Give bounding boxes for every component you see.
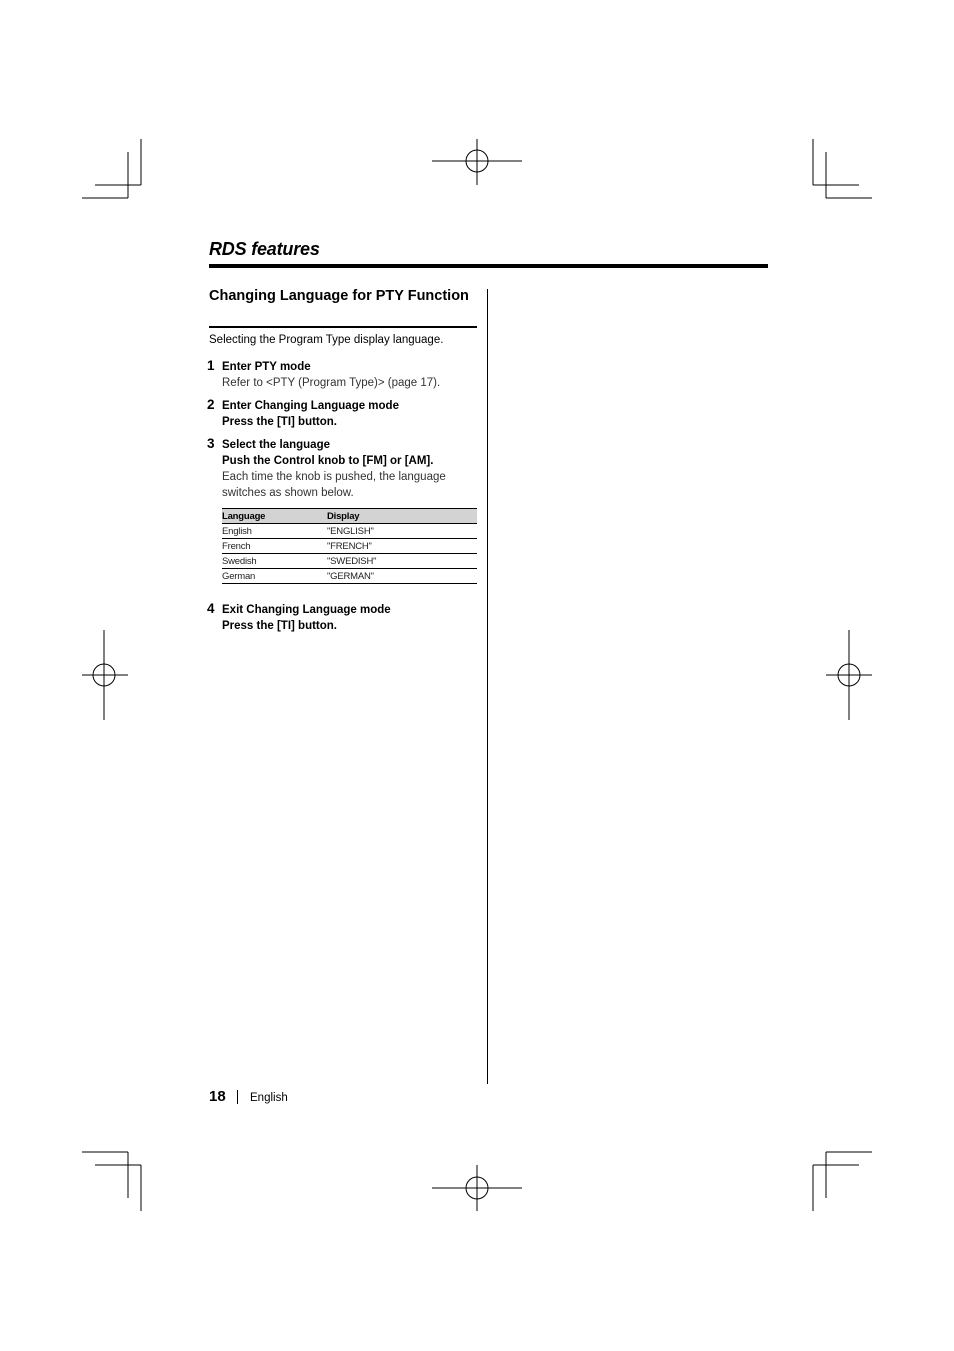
- step-action: Press the [TI] button.: [222, 620, 337, 632]
- section-rule: [209, 326, 477, 328]
- section-intro: Selecting the Program Type display language.: [209, 334, 444, 346]
- table-row: [222, 569, 477, 584]
- step-title: Enter Changing Language mode: [222, 400, 399, 412]
- step-action: Press the [TI] button.: [222, 416, 337, 428]
- table-cell: Swedish: [222, 554, 327, 569]
- step-title: Select the language: [222, 439, 331, 451]
- step-number: 4: [207, 601, 215, 616]
- step-3: [222, 437, 478, 501]
- chapter-rule: [209, 264, 768, 268]
- step-title: Enter PTY mode: [222, 361, 311, 373]
- step-action: Push the Control knob to [FM] or [AM].: [222, 455, 434, 467]
- table-cell: German: [222, 569, 327, 584]
- page-number: 18: [209, 1088, 226, 1105]
- step-note: Each time the knob is pushed, the language switches as shown below.: [222, 471, 446, 499]
- table-cell: French: [222, 539, 327, 554]
- footer-language: English: [250, 1092, 288, 1104]
- table-cell: "SWEDISH": [327, 554, 477, 569]
- step-title: Exit Changing Language mode: [222, 604, 391, 616]
- table-cell: "FRENCH": [327, 539, 477, 554]
- step-number: 1: [207, 358, 215, 373]
- column-divider: [487, 289, 488, 1084]
- section-title: Changing Language for PTY Function: [209, 288, 469, 304]
- column-header: Language: [222, 509, 327, 524]
- table-row: [222, 539, 477, 554]
- table-row: [222, 524, 477, 539]
- footer-separator: [237, 1090, 238, 1104]
- column-header: Display: [327, 509, 477, 524]
- chapter-title: RDS features: [209, 239, 320, 259]
- step-4: [222, 602, 478, 634]
- step-note: Refer to <PTY (Program Type)> (page 17).: [222, 377, 441, 389]
- step-number: 3: [207, 436, 215, 451]
- step-number: 2: [207, 397, 215, 412]
- step-1: [222, 359, 478, 391]
- step-2: [222, 398, 478, 430]
- table-cell: "GERMAN": [327, 569, 477, 584]
- table-row: [222, 554, 477, 569]
- table-header-row: [222, 509, 477, 524]
- language-table: [222, 508, 477, 584]
- table-cell: "ENGLISH": [327, 524, 477, 539]
- table-cell: English: [222, 524, 327, 539]
